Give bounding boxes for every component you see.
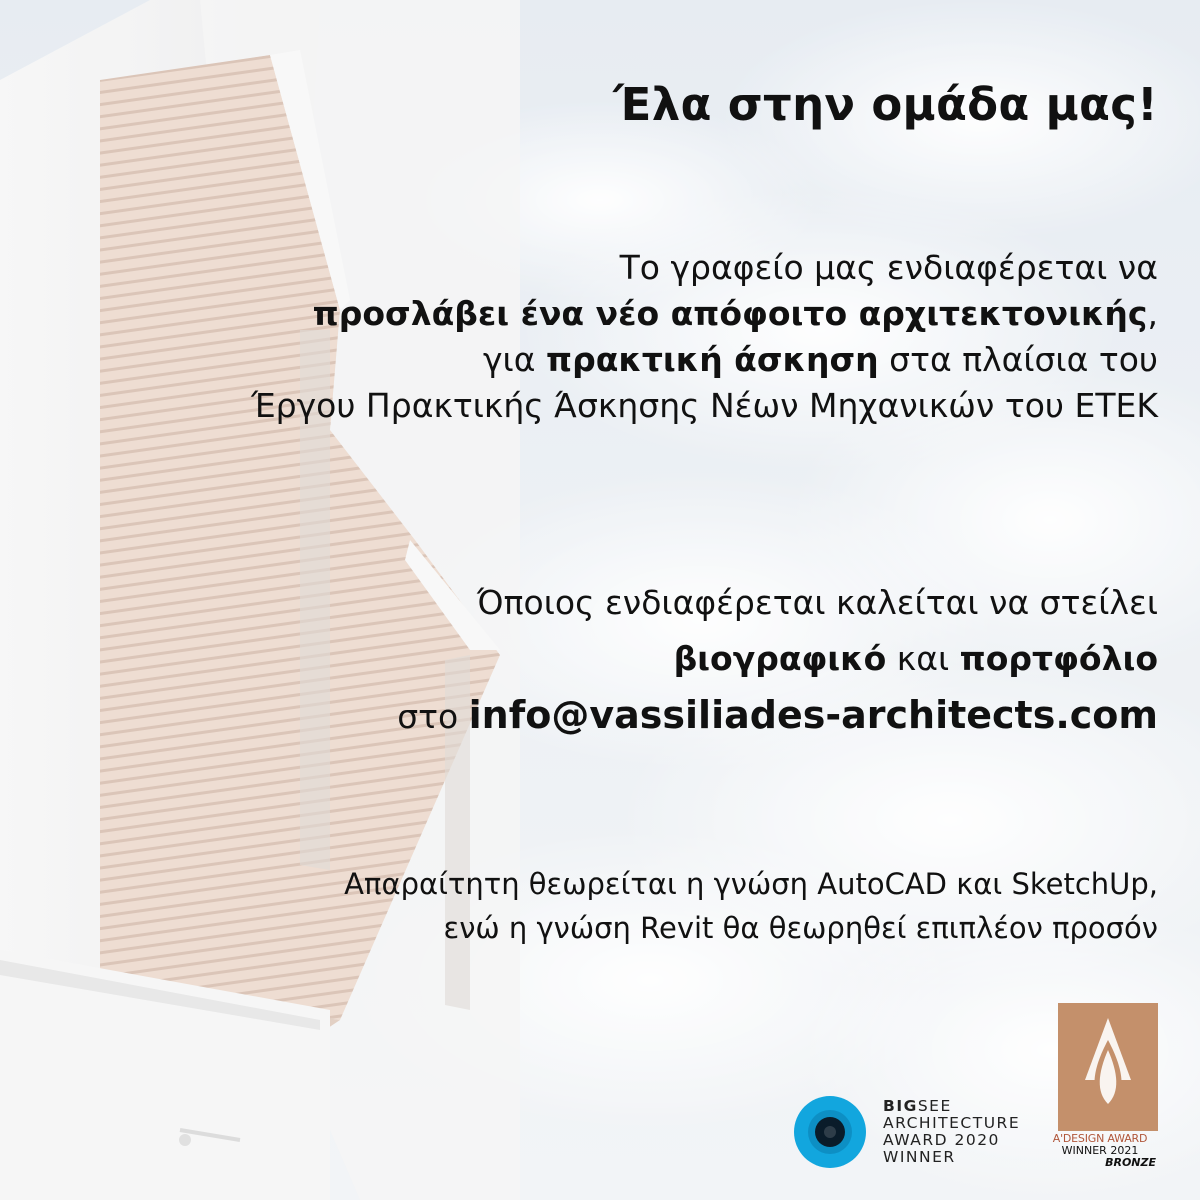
p1-line2-tail: , bbox=[1147, 294, 1158, 333]
bigsee-big: BIG bbox=[883, 1097, 918, 1115]
adesign-line3: BRONZE bbox=[1105, 1156, 1156, 1169]
p2-bold-cv: βιογραφικό bbox=[673, 639, 887, 678]
p1-line3-bold: πρακτική άσκηση bbox=[545, 340, 879, 379]
bigsee-line2: ARCHITECTURE bbox=[883, 1114, 1021, 1132]
bigsee-line1 bbox=[883, 1098, 1020, 1115]
adesign-line1: A'DESIGN AWARD bbox=[1052, 1132, 1148, 1145]
p1-line3-post: στα πλαίσια του bbox=[878, 340, 1158, 379]
p1-line3-pre: για bbox=[483, 340, 546, 379]
bigsee-eye-icon bbox=[794, 1096, 866, 1168]
p2-line1: Όποιος ενδιαφέρεται καλείται να στείλει bbox=[476, 583, 1158, 622]
adesign-line2: WINNER 2021 bbox=[1061, 1144, 1139, 1157]
p3-line2: ενώ η γνώση Revit θα θεωρηθεί επιπλέον προσόν bbox=[443, 911, 1158, 945]
p1-line4: Έργου Πρακτικής Άσκησης Νέων Μηχανικών του ΕΤΕΚ bbox=[251, 386, 1158, 425]
page-title: Έλα στην ομάδα μας! bbox=[613, 78, 1158, 131]
p2-bold-portfolio: πορτφόλιο bbox=[959, 639, 1158, 678]
p3-line1: Απαραίτητη θεωρείται η γνώση AutoCAD και SketchUp, bbox=[344, 867, 1158, 901]
adesign-award-text bbox=[1040, 1133, 1160, 1169]
adesign-award-icon bbox=[1058, 1003, 1158, 1131]
bigsee-award-text bbox=[883, 1098, 1020, 1166]
p2-line3-pre: στο bbox=[397, 697, 469, 736]
p2-line2-mid: και bbox=[886, 639, 960, 678]
email-link[interactable]: info@vassiliades-architects.com bbox=[468, 693, 1158, 737]
bigsee-line3: AWARD 2020 bbox=[883, 1131, 1000, 1149]
p1-line1: Το γραφείο μας ενδιαφέρεται να bbox=[619, 248, 1158, 287]
p1-line2-bold: προσλάβει ένα νέο απόφοιτο αρχιτεκτονικής bbox=[312, 294, 1148, 333]
bigsee-see: SEE bbox=[917, 1097, 952, 1115]
bigsee-line4: WINNER bbox=[883, 1148, 956, 1166]
